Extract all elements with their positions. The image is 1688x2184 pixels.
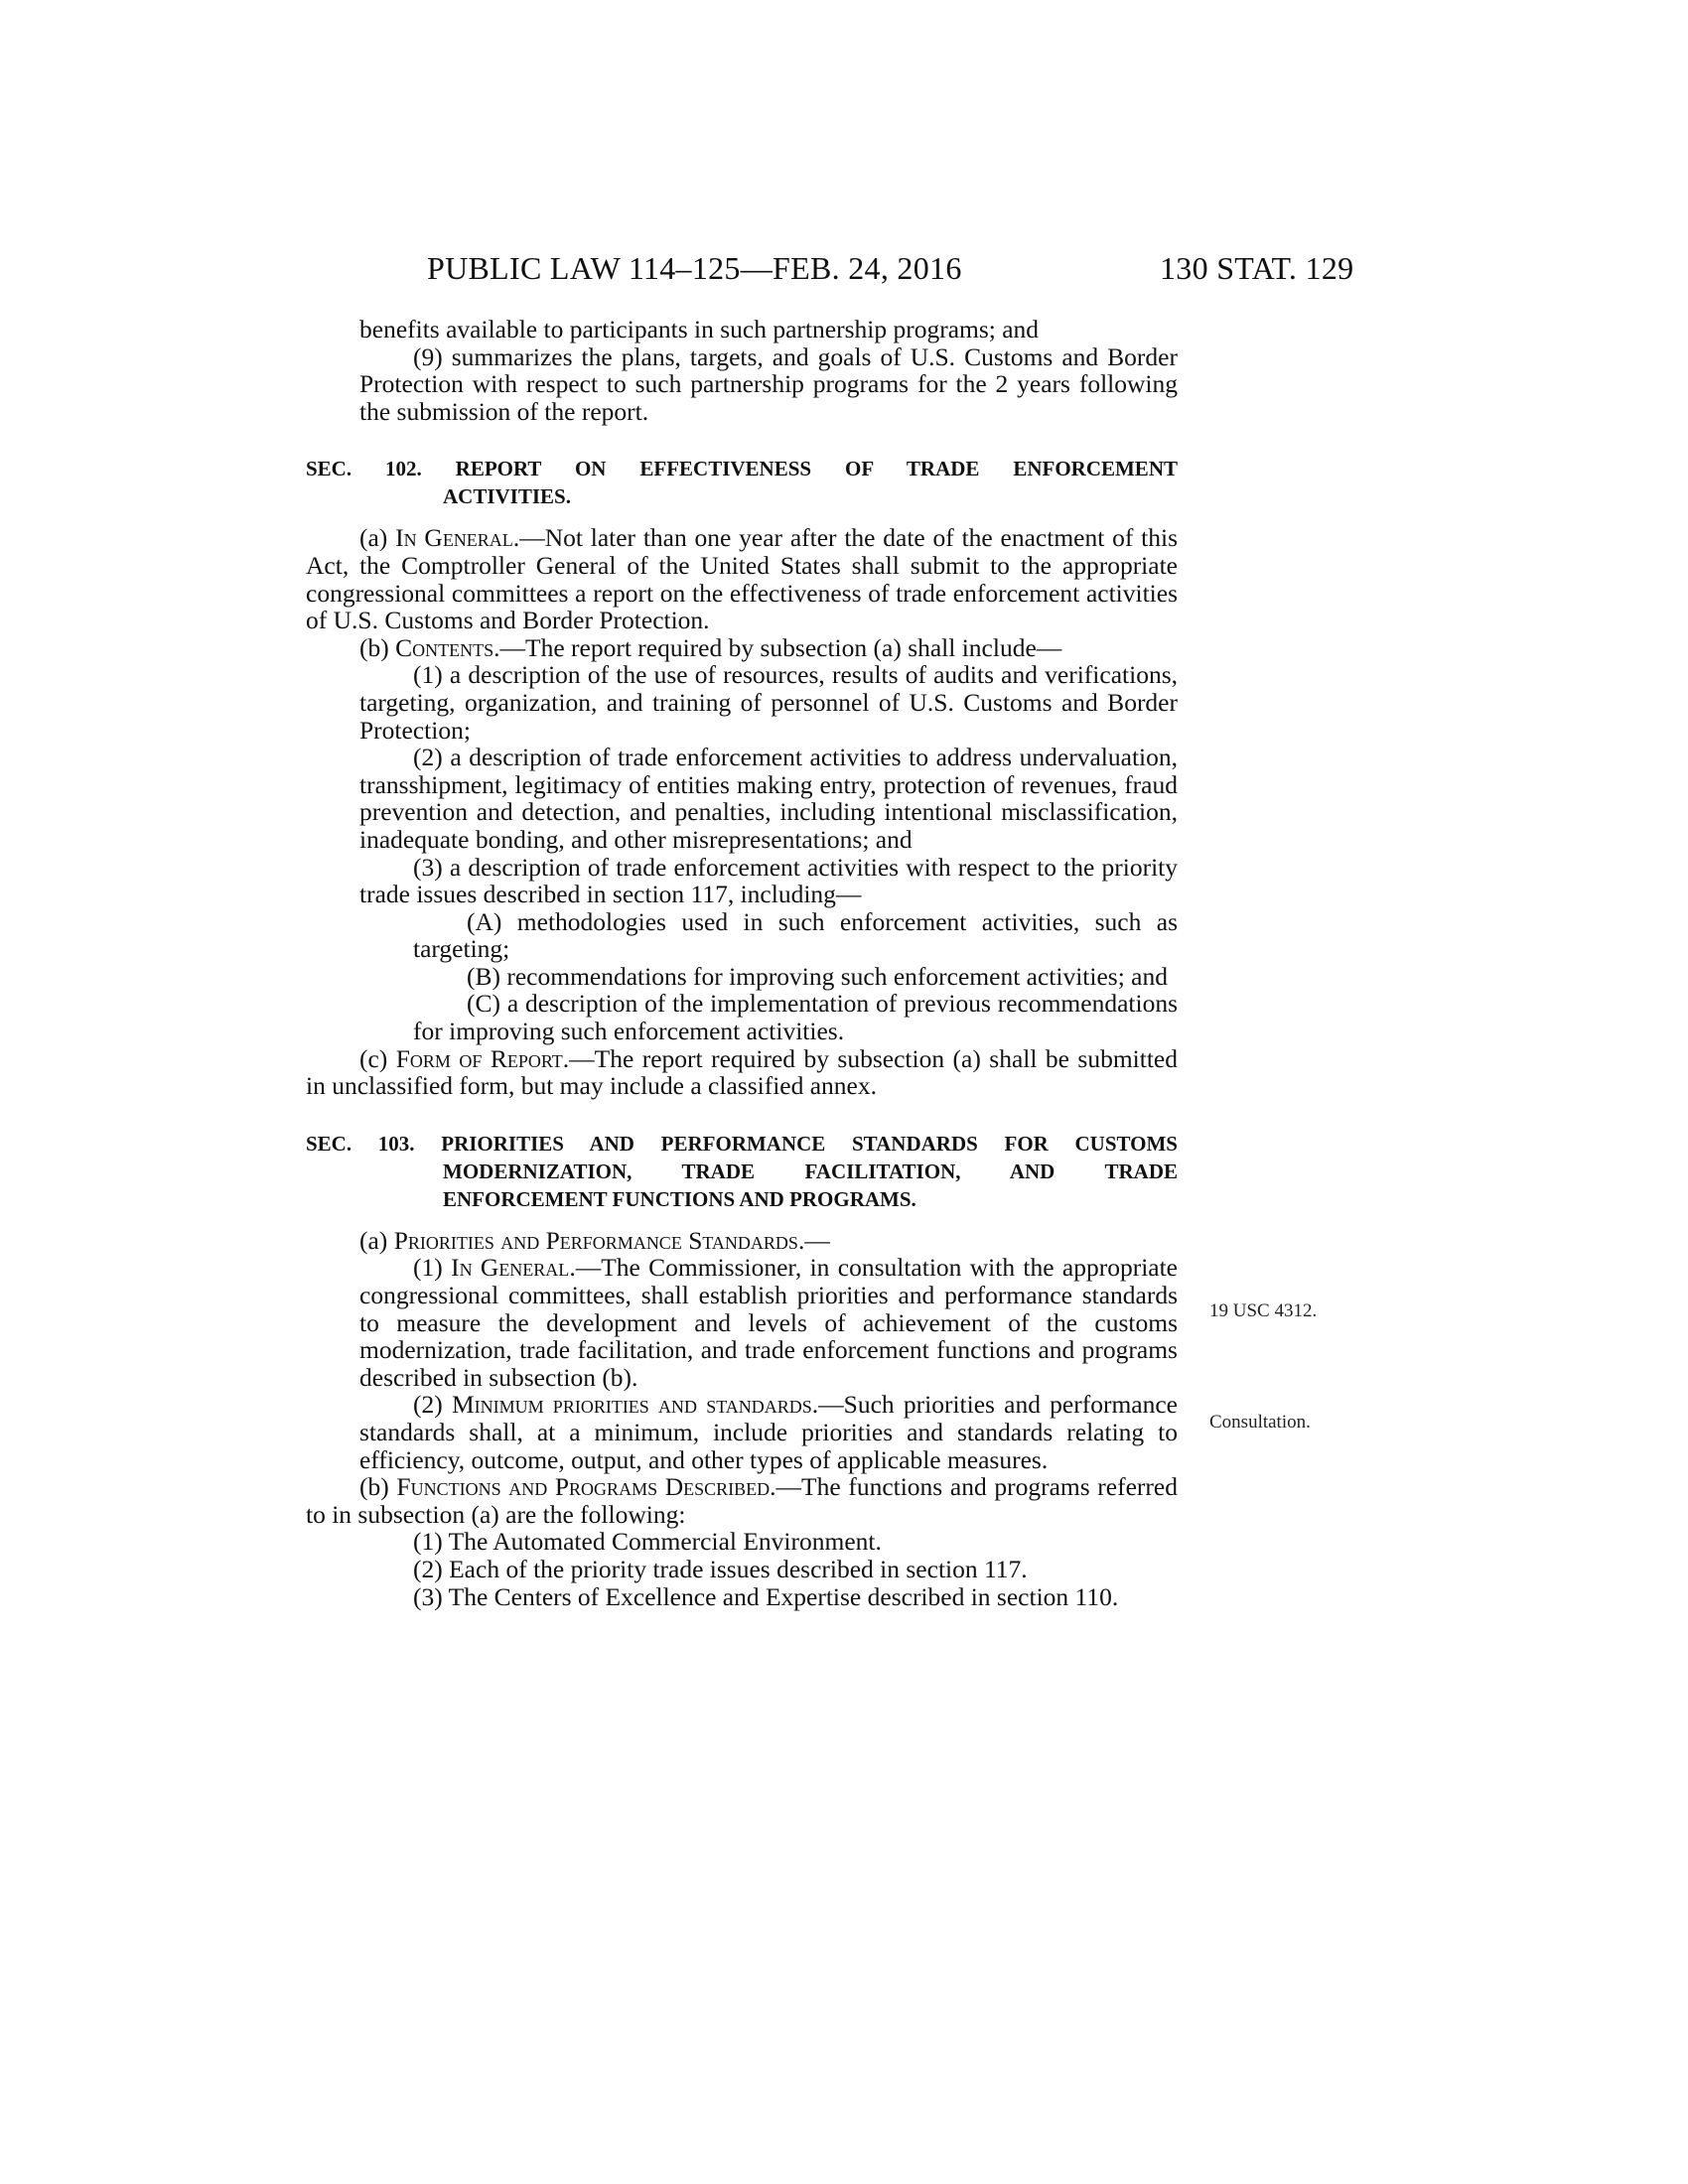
subsection-label: (a) <box>359 1225 394 1255</box>
paragraph-caption: In General <box>451 1253 570 1283</box>
section-103-heading-line-1: SEC. 103. PRIORITIES AND PERFORMANCE STANDARDS FOR CUSTOMS <box>306 1131 1178 1156</box>
paragraph-103-b-2: (2) Each of the priority trade issues described in section 117. <box>413 1554 1028 1583</box>
list-item-9: (9) summarizes the plans, targets, and goals of U.S. Customs and Border Protection with respect to such partnership programs for the 2 years following the submission of the report. <box>359 341 1178 426</box>
subsection-caption: Contents <box>395 632 494 662</box>
subparagraph-102-b-3-C: (C) a description of the implementation of previous recommendations for improving such enforcement activities. <box>413 989 1178 1046</box>
public-law-title: PUBLIC LAW 114–125—FEB. 24, 2016 <box>427 250 962 286</box>
subsection-caption: Priorities and Performance Standards <box>393 1225 798 1255</box>
margin-note-consultation: Consultation. <box>1209 1412 1311 1433</box>
subsection-text: .—The report required by subsection (a) shall include— <box>493 632 1062 662</box>
subsection-label: (a) <box>359 523 396 553</box>
paragraph-label: (2) <box>413 1390 452 1420</box>
paragraph-label: (1) <box>413 1253 452 1283</box>
paragraph-text: .—The Commissioner, in consultation with the appropriate congressional committees, shall establish priorities and performance standards to measure the development and levels of achievement of the customs modernization, trade facilitation, and trade enforcement functions and programs described in subsection (b). <box>359 1253 1178 1392</box>
paragraph-103-a-2 <box>306 1391 1178 1473</box>
margin-note-usc: 19 USC 4312. <box>1209 1300 1318 1321</box>
subsection-102-c <box>306 1045 1178 1100</box>
subsection-caption: Functions and Programs Described <box>396 1472 771 1502</box>
subparagraph-102-b-3-A: (A) methodologies used in such enforcement activities, such as targeting; <box>413 906 1178 964</box>
section-102-heading-line-1: SEC. 102. REPORT ON EFFECTIVENESS OF TRADE ENFORCEMENT <box>306 457 1178 481</box>
paragraph-102-b-1: (1) a description of the use of resources, results of audits and verifications, targeting, organization, and training of personnel of U.S. Customs and Border Protection; <box>359 660 1178 745</box>
subsection-103-a <box>306 1227 1178 1255</box>
section-103-heading-line-3: ENFORCEMENT FUNCTIONS AND PROGRAMS. <box>443 1186 916 1211</box>
document-body <box>306 316 1178 1610</box>
continued-text: benefits available to participants in such partnership programs; and <box>359 315 1040 343</box>
section-102-heading-line-2: ACTIVITIES. <box>443 484 571 509</box>
paragraph-103-b-1: (1) The Automated Commercial Environment. <box>413 1527 882 1557</box>
subsection-caption: In General <box>395 523 513 553</box>
subsection-dash: .— <box>797 1225 830 1255</box>
paragraph-103-b-3: (3) The Centers of Excellence and Expertise described in section 110. <box>413 1581 1119 1611</box>
paragraph-text: .—Such priorities and performance standards shall, at a minimum, include priorities and standards relating to efficiency, outcome, output, and other types of applicable measures. <box>359 1390 1178 1474</box>
paragraph-102-b-3: (3) a description of trade enforcement activities with respect to the priority trade issues described in section 117, including— <box>359 852 1178 909</box>
statute-page-number: 130 STAT. 129 <box>1160 250 1354 286</box>
subsection-caption: Form of Report <box>395 1043 563 1073</box>
subsection-text: .—Not later than one year after the date of the enactment of this Act, the Comptroller General of the United States shall submit to the appropriate congressional committees a report on the effectiveness of trade enforcement activities of U.S. Customs and Border Protection. <box>306 523 1178 635</box>
section-103-heading <box>306 1130 1178 1213</box>
page-header <box>0 250 1688 290</box>
section-102-heading <box>306 455 1178 510</box>
subsection-label: (c) <box>359 1043 396 1073</box>
subsection-text: .—The functions and programs referred to in subsection (a) are the following: <box>306 1472 1178 1529</box>
subsection-text: .—The report required by subsection (a) shall be submitted in unclassified form, but may include a classified annex. <box>306 1043 1178 1101</box>
subparagraph-102-b-3-B: (B) recommendations for improving such enforcement activities; and <box>467 961 1168 991</box>
paragraph-102-b-2: (2) a description of trade enforcement activities to address undervaluation, transshipment, legitimacy of entities making entry, protection of revenues, fraud prevention and detection, and penalties, including intentional misclassification, inadequate bonding, and other misrepresentations; and <box>359 743 1178 854</box>
subsection-103-b <box>306 1473 1178 1528</box>
subsection-label: (b) <box>359 1472 397 1502</box>
subsection-102-b <box>306 634 1178 662</box>
paragraph-caption: Minimum priorities and standards <box>451 1390 812 1420</box>
section-103-heading-line-2: MODERNIZATION, TRADE FACILITATION, AND TRADE <box>443 1159 1178 1183</box>
subsection-label: (b) <box>359 632 396 662</box>
paragraph-103-a-1 <box>306 1254 1178 1391</box>
subsection-102-a <box>306 524 1178 633</box>
